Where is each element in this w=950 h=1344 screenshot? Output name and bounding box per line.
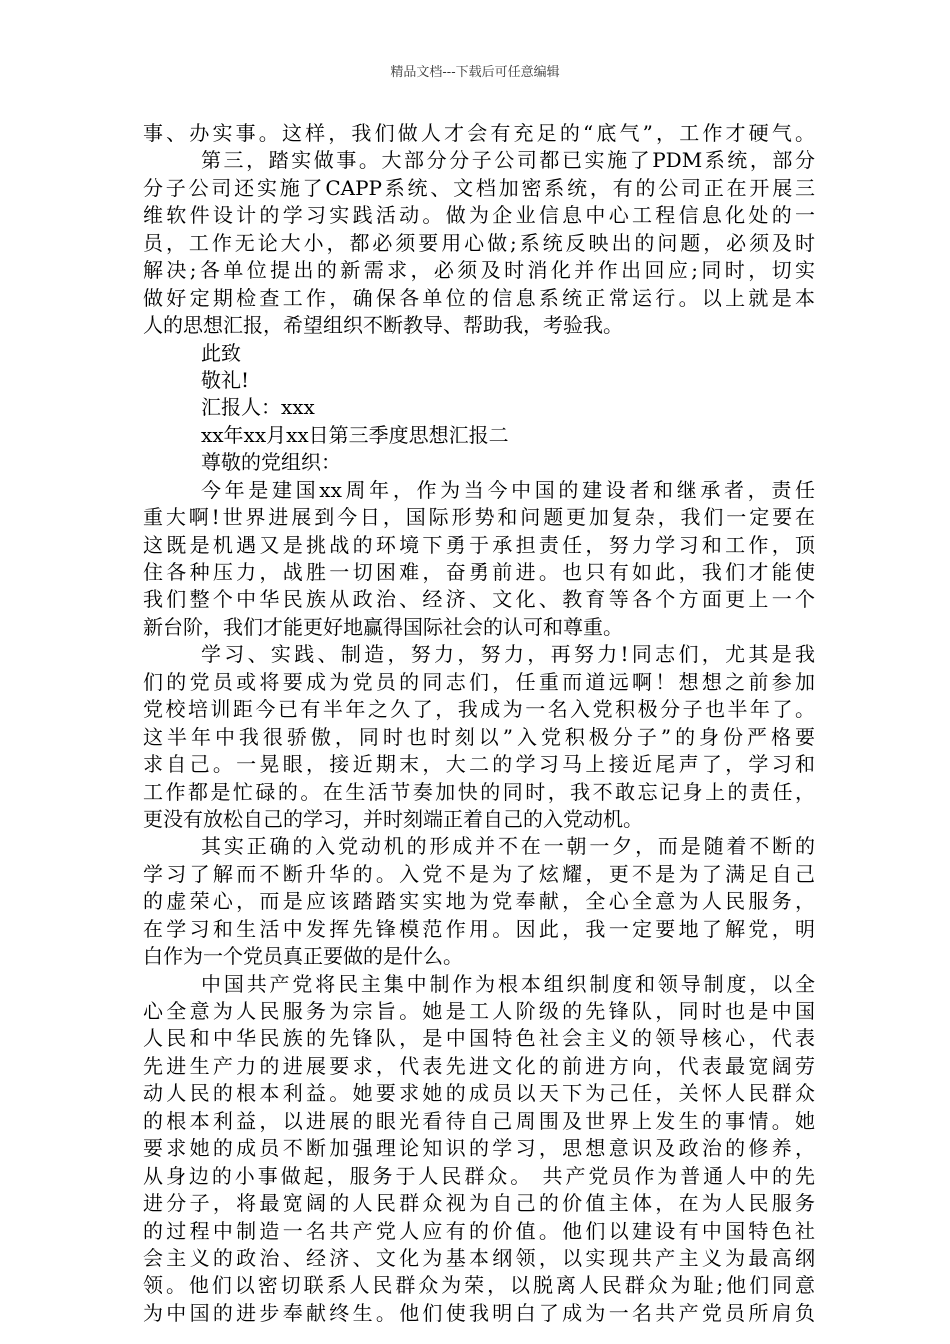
text-line: 为中国的进步奉献终生。他们使我明白了成为一名共产党员所肩负	[143, 1300, 815, 1325]
text-line: 第三，踏实做事。大部分分子公司都已实施了PDM系统，部分	[201, 148, 815, 173]
text-line: 尊敬的党组织：	[201, 450, 341, 475]
text-line: 汇报人：xxx	[201, 395, 315, 420]
text-line: 更没有放松自己的学习，并时刻端正着自己的入党动机。	[143, 806, 643, 831]
text-line: 我们整个中华民族从政治、经济、文化、教育等各个方面更上一个	[143, 587, 815, 612]
text-line: 事、办实事。这样，我们做人才会有充足的“底气”，工作才硬气。	[143, 121, 815, 145]
text-line: 们的党员或将要成为党员的同志们，任重而道远啊！想想之前参加	[143, 669, 815, 694]
text-line: 新台阶，我们才能更好地赢得国际社会的认可和尊重。	[143, 614, 623, 639]
text-line: xx年xx月xx日第三季度思想汇报二	[201, 422, 509, 447]
text-line: 其实正确的入党动机的形成并不在一朝一夕，而是随着不断的	[201, 834, 815, 859]
text-line: 工作都是忙碌的。在生活节奏加快的同时，我不敢忘记身上的责任，	[143, 779, 815, 804]
text-line: 重大啊!世界进展到今日，国际形势和问题更加复杂，我们一定要在	[143, 505, 815, 530]
text-line: 白作为一个党员真正要做的是什么。	[143, 944, 463, 969]
text-line: 求自己。一晃眼，接近期末，大二的学习马上接近尾声了，学习和	[143, 752, 815, 777]
text-line: 会主义的政治、经济、文化为基本纲领，以实现共产主义为最高纲	[143, 1245, 815, 1270]
text-line: 此致	[201, 340, 241, 365]
text-line: 中国共产党将民主集中制作为根本组织制度和领导制度，以全	[201, 971, 815, 996]
text-line: 今年是建国xx周年，作为当今中国的建设者和继承者，责任	[201, 477, 815, 502]
text-line: 的根本利益，以进展的眼光看待自己周围及世界上发生的事情。她	[143, 1108, 815, 1133]
text-line: 这既是机遇又是挑战的环境下勇于承担责任，努力学习和工作，顶	[143, 532, 815, 557]
text-line: 学习了解而不断升华的。入党不是为了炫耀，更不是为了满足自己	[143, 861, 815, 886]
text-line: 党校培训距今已有半年之久了，我成为一名入党积极分子也半年了。	[143, 697, 815, 722]
text-line: 解决;各单位提出的新需求，必须及时消化并作出回应;同时，切实	[143, 258, 815, 283]
text-line: 领。他们以密切联系人民群众为荣，以脱离人民群众为耻;他们同意	[143, 1273, 815, 1298]
text-line: 人民和中华民族的先锋队，是中国特色社会主义的领导核心，代表	[143, 1026, 815, 1051]
text-line: 从身边的小事做起，服务于人民群众。 共产党员作为普通人中的先	[143, 1163, 815, 1188]
text-line: 敬礼!	[201, 367, 250, 392]
text-line: 动人民的根本利益。她要求她的成员以天下为己任，关怀人民群众	[143, 1081, 815, 1106]
text-line: 的虚荣心，而是应该踏踏实实地为党奉献，全心全意为人民服务，	[143, 889, 815, 914]
text-line: 分子公司还实施了CAPP系统、文档加密系统，有的公司正在开展三	[143, 175, 815, 200]
text-line: 在学习和生活中发挥先锋模范作用。因此，我一定要地了解党，明	[143, 916, 815, 941]
text-line: 学习、实践、制造，努力，努力，再努力!同志们，尤其是我	[201, 642, 815, 667]
text-line: 员，工作无论大小，都必须要用心做;系统反映出的问题，必须及时	[143, 230, 815, 255]
text-line: 人的思想汇报，希望组织不断教导、帮助我，考验我。	[143, 313, 623, 338]
text-line: 这半年中我很骄傲，同时也时刻以”入党积极分子”的身份严格要	[143, 724, 815, 749]
text-line: 要求她的成员不断加强理论知识的学习，思想意识及政治的修养，	[143, 1136, 815, 1161]
text-line: 做好定期检查工作，确保各单位的信息系统正常运行。以上就是本	[143, 285, 815, 310]
text-line: 住各种压力，战胜一切困难，奋勇前进。也只有如此，我们才能使	[143, 560, 815, 584]
text-line: 先进生产力的进展要求，代表先进文化的前进方向，代表最宽阔劳	[143, 1053, 815, 1078]
text-line: 的过程中制造一名共产党人应有的价值。他们以建设有中国特色社	[143, 1218, 815, 1243]
text-line: 心全意为人民服务为宗旨。她是工人阶级的先锋队，同时也是中国	[143, 999, 815, 1023]
page-header: 精品文档---下载后可任意编辑	[390, 65, 560, 80]
text-line: 进分子，将最宽阔的人民群众视为自己的价值主体，在为人民服务	[143, 1191, 815, 1216]
text-line: 维软件设计的学习实践活动。做为企业信息中心工程信息化处的一	[143, 203, 815, 228]
document-body	[143, 120, 815, 1327]
